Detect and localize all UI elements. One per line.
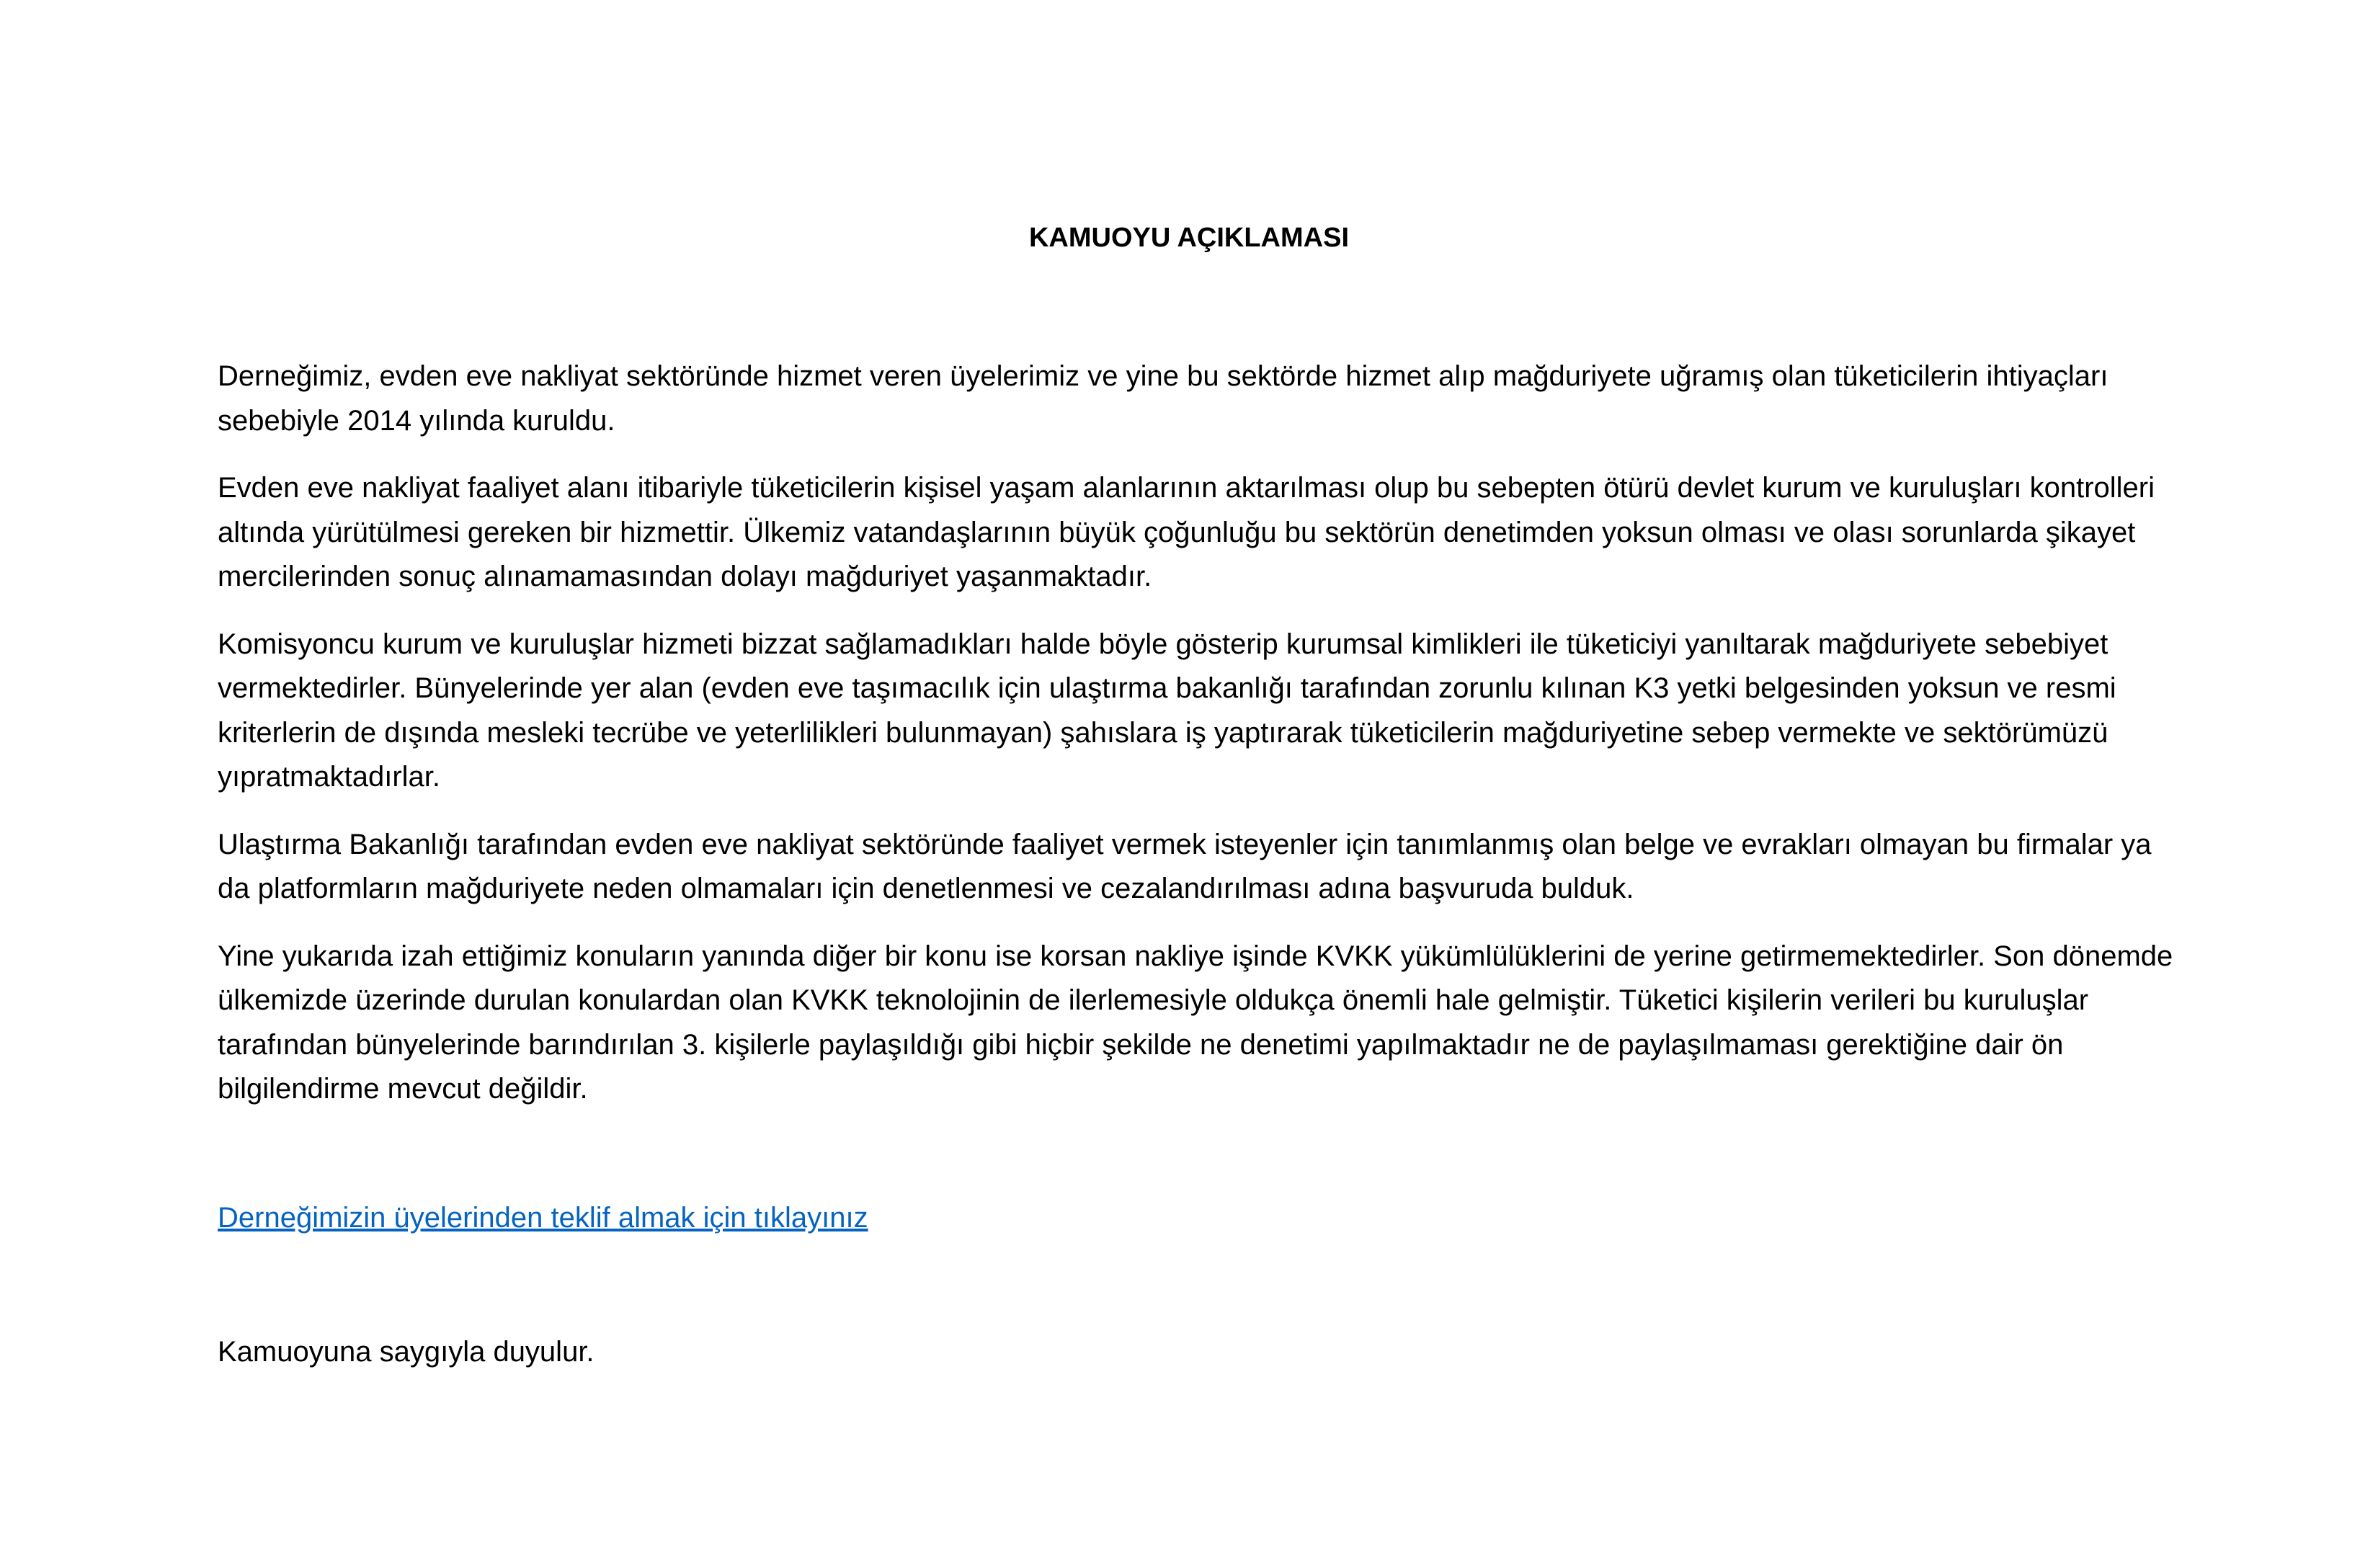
closing-statement: Kamuoyuna saygıyla duyulur.	[218, 1336, 594, 1368]
paragraph-founding: Derneğimiz, evden eve nakliyat sektöründe hizmet veren üyelerimiz ve yine bu sektörde hizmet alıp mağduriyete uğramış olan tüketicilerin ihtiyaçları sebebiyle 2014 yılında kuruldu.	[218, 360, 2108, 437]
document-title: KAMUOYU AÇIKLAMASI	[1028, 223, 1349, 253]
paragraph-ministry-application: Ulaştırma Bakanlığı tarafından evden eve nakliyat sektöründe faaliyet vermek isteyenler için tanımlanmış olan belge ve evrakları olmayan bu firmalar ya da platformların mağduriyete neden olmamaları için denetlenmesi ve cezalandırılması adına başvuruda bulduk.	[218, 828, 2152, 904]
paragraph-kvkk: Yine yukarıda izah ettiğimiz konuların yanında diğer bir konu ise korsan nakliye işinde KVKK yükümlülüklerini de yerine getirmemektedirler. Son dönemde ülkemizde üzerinde durulan konulardan olan KVKK teknolojinin de ilerlemesiyle oldukça önemli hale gelmiştir. Tüketici kişilerin verileri bu kuruluşlar tarafından bünyelerinde barındırılan 3. kişilerle paylaşıldığı gibi hiçbir şekilde ne denetimi yapılmaktadır ne de paylaşılmaması gerektiğine dair ön bilgilendirme mevcut değildir.	[218, 940, 2173, 1105]
document-body	[218, 355, 2178, 1135]
get-offer-link[interactable]: Derneğimizin üyelerinden teklif almak için tıklayınız	[218, 1202, 868, 1234]
paragraph-commission-agents: Komisyoncu kurum ve kuruluşlar hizmeti bizzat sağlamadıkları halde böyle gösterip kurumsal kimlikleri ile tüketiciyi yanıltarak mağduriyete sebebiyet vermektedirler. Bünyelerinde yer alan (evden eve taşımacılık için ulaştırma bakanlığı tarafından zorunlu kılınan K3 yetki belgesinden yoksun ve resmi kriterlerin de dışında mesleki tecrübe ve yeterlilikleri bulunmayan) şahıslara iş yaptırarak tüketicilerin mağduriyetine sebep vermekte ve sektörümüzü yıpratmaktadırlar.	[218, 628, 2116, 793]
offer-link-block	[218, 1196, 2178, 1241]
paragraph-activity-area: Evden eve nakliyat faaliyet alanı itibariyle tüketicilerin kişisel yaşam alanlarının aktarılması olup bu sebepten ötürü devlet kurum ve kuruluşları kontrolleri altında yürütülmesi gereken bir hizmettir. Ülkemiz vatandaşlarının büyük çoğunluğu bu sektörün denetimden yoksun olması ve olası sorunlarda şikayet mercilerinden sonuç alınamamasından dolayı mağduriyet yaşanmaktadır.	[218, 472, 2155, 592]
